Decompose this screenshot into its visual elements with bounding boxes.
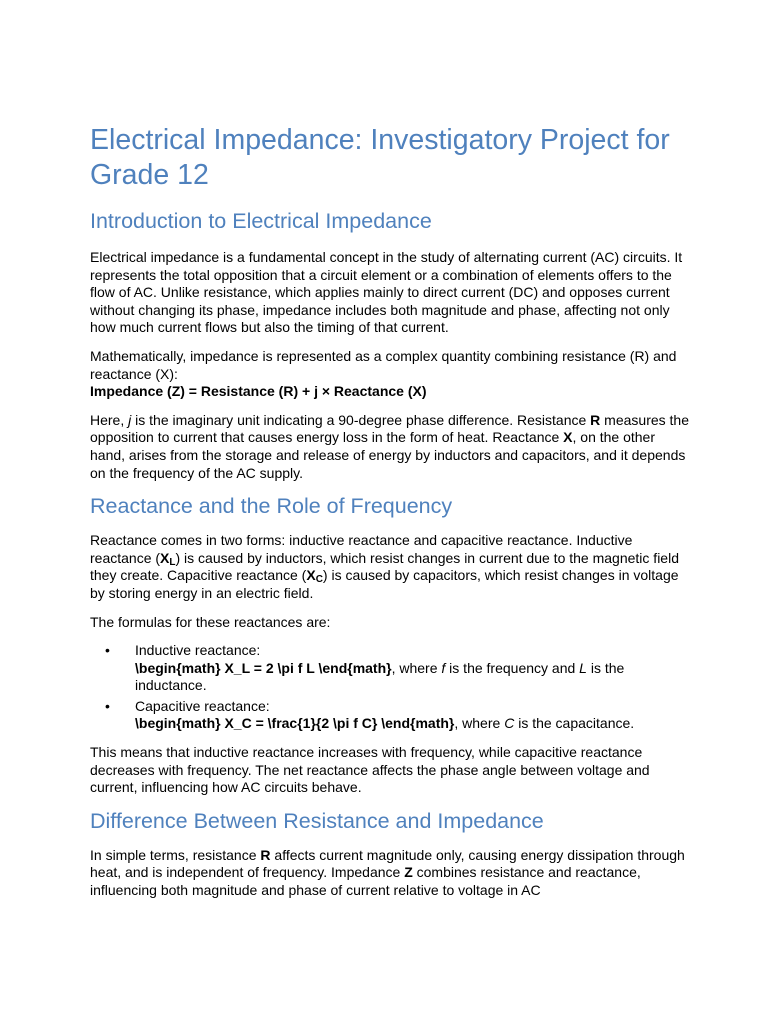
text-run: is the inductance. [135,659,625,694]
impedance-formula-text: Impedance (Z) = Resistance (R) + j × Reactance (X) [90,383,427,400]
subscript: C [315,574,323,586]
symbol-x: X [563,429,573,446]
subscript: L [169,556,176,568]
bullet-label: Inductive reactance: [135,642,261,659]
text-run: , where [454,715,505,732]
reactance-paragraph-3: This means that inductive reactance increases with frequency, while capacitive reactance decreases with frequency. The net reactance affects the phase angle between voltage and current, influencing how AC circuits behave. [90,744,650,796]
heading-introduction: Introduction to Electrical Impedance [90,209,432,233]
heading-difference: Difference Between Resistance and Impedance [90,808,544,833]
bullet-label: Capacitive reactance: [135,697,270,714]
symbol-r: R [260,846,271,863]
intro-paragraph-1: Electrical impedance is a fundamental concept in the study of alternating current (AC) circuits. It represents the total opposition that a circuit element or a combination of elements offers to the flow of AC. Unlike resistance, which applies mainly to direct current (DC) and opposes current without changing its phase, impedance includes both magnitude and phase, affecting not only how much current flows but also the timing of that current. [90,249,683,336]
var-j: j [128,411,132,428]
text-run: measures the opposition to current that causes energy loss in the form of heat. Reactance [90,411,689,446]
text-run: combines resistance and reactance, influencing both magnitude and phase of current relative to voltage in AC [90,864,641,899]
list-item-capacitive [90,698,690,733]
text-run: is the frequency and [445,659,580,676]
intro-paragraph-3 [90,412,690,482]
symbol-text: X [306,567,316,584]
impedance-formula [90,383,690,401]
var-f: f [441,659,446,676]
text-run: ) is caused by inductors, which resist changes in current due to the magnetic field they create. Capacitive reactance ( [90,549,679,584]
capacitive-formula: \begin{math} X_C = \frac{1}{2 \pi f C} \end{math} [135,715,455,732]
symbol-r: R [590,411,601,428]
list-item-inductive [90,642,690,695]
text-run: , where [391,659,442,676]
document-content [90,123,690,900]
reactance-paragraph-1 [90,532,690,602]
reactance-formula-list [90,642,690,733]
text-run: Reactance comes in two forms: inductive reactance and capacitive reactance. Inductive reactance ( [90,532,633,566]
text-run: is the capacitance. [514,715,635,732]
symbol-text: X [160,549,170,566]
document-title: Electrical Impedance: Investigatory Project for Grade 12 [90,124,670,191]
symbol-z: Z [404,864,413,881]
text-run: affects current magnitude only, causing energy dissipation through heat, and is independent of frequency. Impedance [90,846,685,881]
difference-paragraph-1 [90,847,690,900]
inductive-formula: \begin{math} X_L = 2 \pi f L \end{math} [135,659,392,676]
var-l: L [579,659,587,676]
heading-reactance: Reactance and the Role of Frequency [90,494,453,519]
symbol-xc [306,567,323,586]
text-run: Here, [90,411,129,428]
text-run: ) is caused by capacitors, which resist changes in voltage by storing energy in an electric field. [90,567,679,601]
reactance-paragraph-2: The formulas for these reactances are: [90,613,331,630]
symbol-xl [160,550,175,566]
text-run: , on the other hand, arises from the storage and release of energy by inductors and capacitors, and it depends on the frequency of the AC supply. [90,429,686,481]
text-run: is the imaginary unit indicating a 90-degree phase difference. Resistance [131,411,591,428]
intro-paragraph-2: Mathematically, impedance is represented as a complex quantity combining resistance (R) and reactance (X): [90,347,677,382]
text-run: In simple terms, resistance [90,846,261,863]
var-c: C [504,715,515,732]
